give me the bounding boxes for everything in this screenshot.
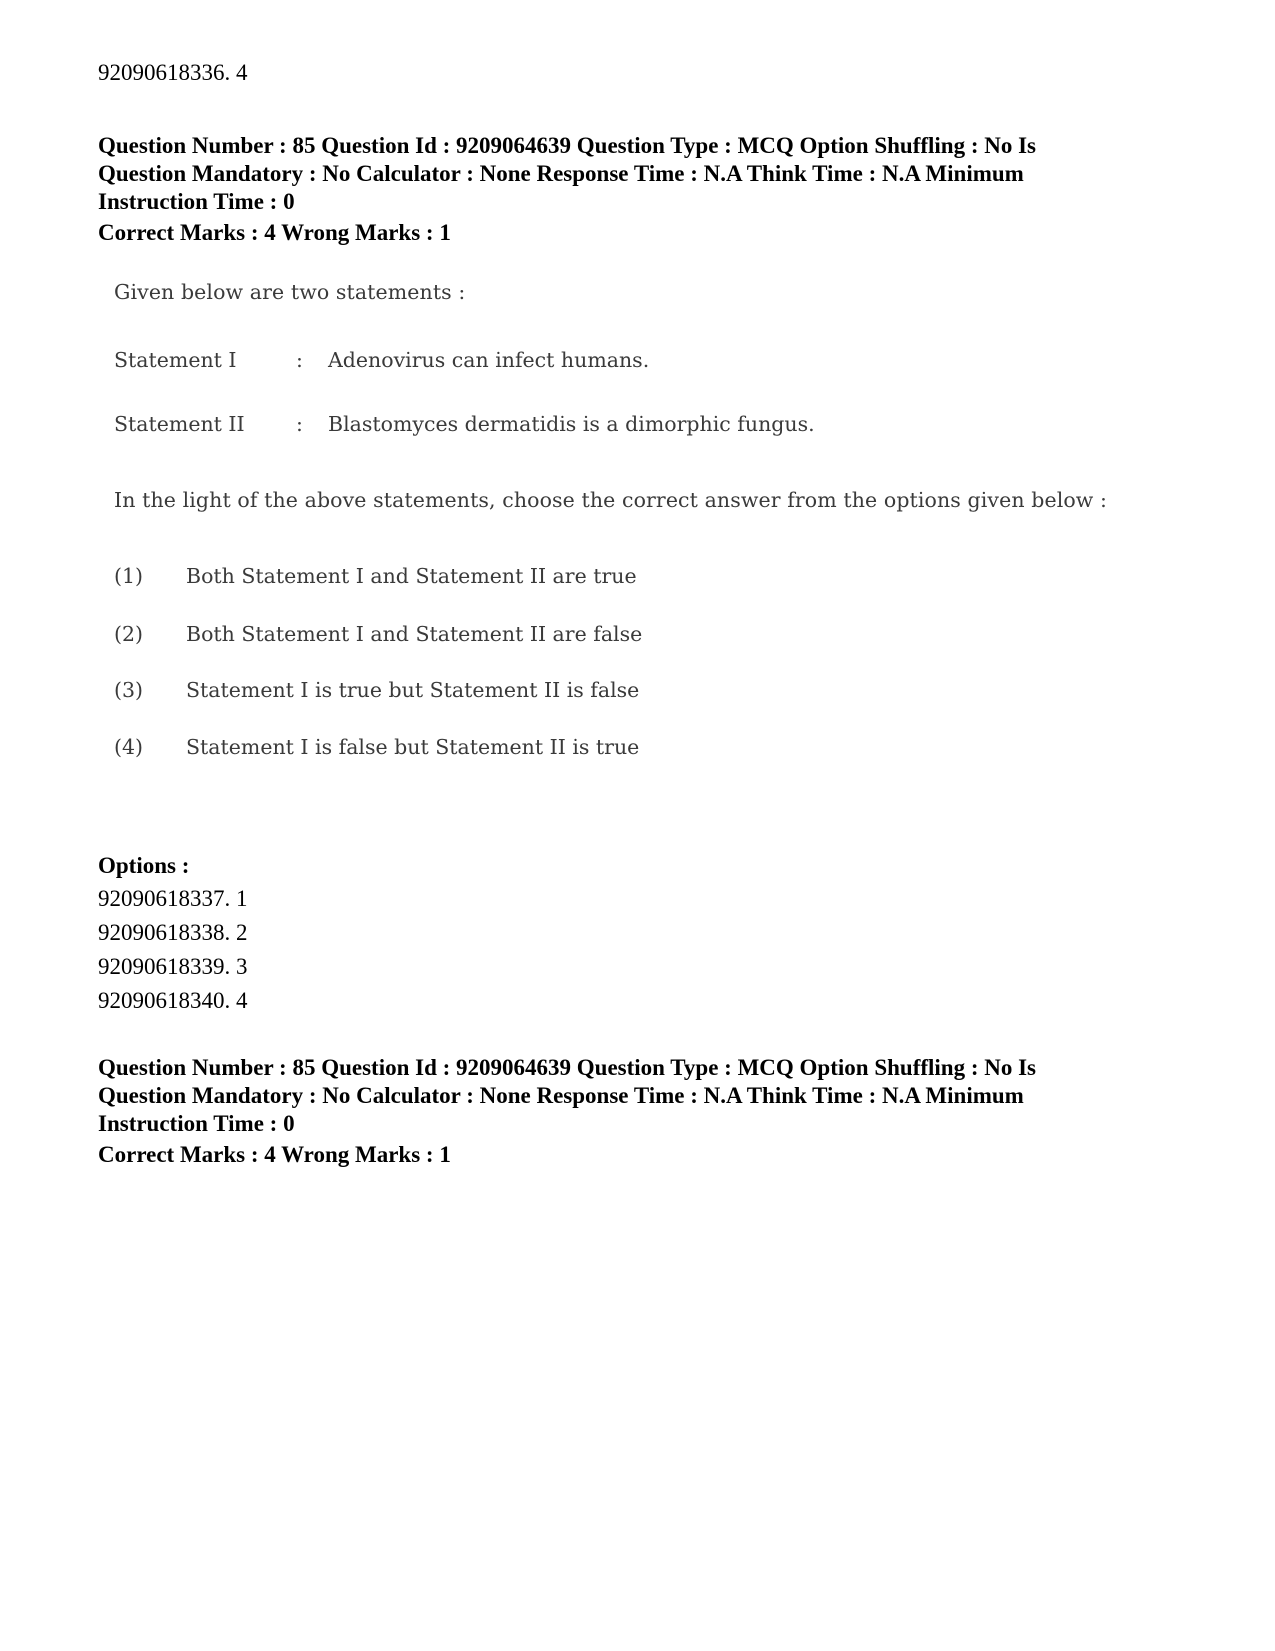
next-question-meta-line-3: Instruction Time : 0: [98, 1111, 295, 1136]
question-intro: Given below are two statements :: [114, 280, 466, 304]
choice-2-text: Both Statement I and Statement II are false: [186, 622, 643, 646]
statement-2-text: Blastomyces dermatidis is a dimorphic fungus.: [328, 412, 815, 436]
question-image: [98, 278, 1118, 818]
question-instruction: In the light of the above statements, choose the correct answer from the options given below :: [114, 488, 1108, 512]
choice-4-number: (4): [114, 735, 144, 759]
next-question-marks: Correct Marks : 4 Wrong Marks : 1: [98, 1142, 451, 1167]
choice-4-text: Statement I is false but Statement II is true: [186, 735, 640, 759]
statement-2-separator: :: [296, 412, 303, 436]
question-meta-line-2: Question Mandatory : No Calculator : None Response Time : N.A Think Time : N.A Minimum: [98, 161, 1024, 186]
question-meta-line-1: Question Number : 85 Question Id : 9209064639 Question Type : MCQ Option Shuffling : No Is: [98, 133, 1037, 158]
choice-3-text: Statement I is true but Statement II is false: [186, 678, 640, 702]
previous-option-line: 92090618336. 4: [98, 60, 248, 85]
question-meta-line-3: Instruction Time : 0: [98, 189, 295, 214]
next-question-meta-line-2: Question Mandatory : No Calculator : None Response Time : N.A Think Time : N.A Minimum: [98, 1083, 1024, 1108]
choice-1-number: (1): [114, 564, 144, 588]
choice-1-text: Both Statement I and Statement II are true: [186, 564, 637, 588]
statement-1-separator: :: [296, 348, 303, 372]
options-heading: Options :: [98, 853, 190, 878]
option-item-1: 92090618337. 1: [98, 886, 248, 911]
question-marks: Correct Marks : 4 Wrong Marks : 1: [98, 220, 451, 245]
question-meta: [98, 132, 1158, 216]
statement-1-label: Statement I: [114, 348, 237, 372]
next-question-meta: [98, 1054, 1158, 1138]
choice-3-number: (3): [114, 678, 144, 702]
option-item-3: 92090618339. 3: [98, 954, 248, 979]
next-question-meta-line-1: Question Number : 85 Question Id : 9209064639 Question Type : MCQ Option Shuffling : No Is: [98, 1055, 1037, 1080]
choice-2-number: (2): [114, 622, 144, 646]
statement-2-label: Statement II: [114, 412, 245, 436]
option-item-2: 92090618338. 2: [98, 920, 248, 945]
statement-1-text: Adenovirus can infect humans.: [328, 348, 650, 372]
option-item-4: 92090618340. 4: [98, 988, 248, 1013]
